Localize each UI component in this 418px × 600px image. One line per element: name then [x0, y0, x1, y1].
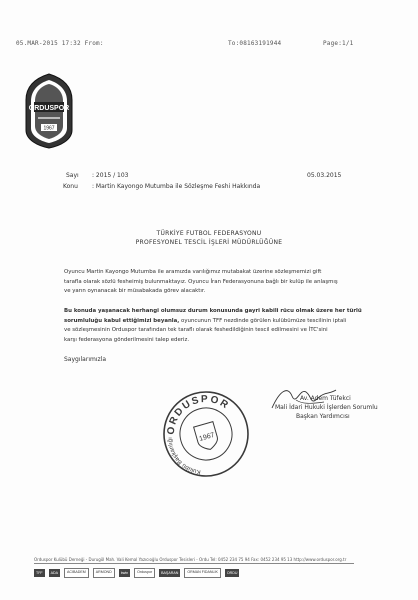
stamp-year: 1967	[198, 431, 216, 443]
signatory-title-2: Başkan Yardımcısı	[296, 413, 350, 420]
subject-label: Konu	[63, 183, 78, 190]
paragraph-1	[64, 268, 364, 297]
recipient-line-2: PROFESYONEL TESCİL İŞLERİ MÜDÜRLÜĞÜNE	[135, 239, 283, 246]
sponsor-logo: ADA	[50, 571, 58, 575]
reference-number-label: Sayı	[66, 172, 79, 179]
stamp-side-text: Kulübü Başkanlığı	[167, 437, 202, 475]
paragraph-1-line: ve yarın oynanacak bir müsabakada görev alacaktır.	[64, 288, 206, 295]
sponsor-logo: ACIBADEM	[64, 568, 89, 578]
signatory-name: Av. Adem Tüfekci	[300, 395, 351, 402]
paragraph-1-line: tarafla olarak sözlü fesheimiş bulunmaktayız. Oyuncu İran Federasyonuna bağlı bir kulüp ile anlaşmış	[64, 278, 338, 285]
paragraph-2-bold-line: sorumluluğu kabul ettiğimizi beyanla,	[64, 317, 180, 324]
paragraph-2-line: oyuncunun TFF nezdinde görülen kulübümüze tescilinin iptali	[179, 317, 347, 324]
reference-number-value: : 2015 / 103	[92, 172, 129, 179]
sponsor-logo: ARMOND	[93, 568, 115, 578]
fax-header-left: 05.MAR-2015 17:32 From:	[16, 40, 104, 47]
paragraph-2-bold-line: Bu konuda yaşanacak herhangi olumsuz durum konusunda gayri kabili rücu olmak üzere her türlü	[64, 308, 362, 314]
letter-date: 05.03.2015	[307, 172, 342, 179]
sponsor-logo: TFF	[36, 571, 43, 575]
club-stamp	[152, 380, 261, 489]
logo-year: 1967	[43, 125, 55, 132]
paragraph-1-line: Oyuncu Martin Kayongo Mutumba ile aramızda varılığımız mutabakat üzerine sözleşmemizi gift	[64, 269, 322, 275]
recipient-line-1: TÜRKİYE FUTBOL FEDERASYONU	[156, 230, 262, 237]
logo-text: ORDUSPOR	[28, 105, 70, 112]
fax-header-page: Page:1/1	[323, 40, 354, 47]
footer-address: Orduspor Kulübü Derneği - Durugöl Mah. Vali Kemal Yazıcıoğlu Orduspor Tesisleri - Ordu Tel: 0452 234 75 94 Fax: 0452 234 95 13 http://www.orduspor.org.tr	[34, 557, 347, 562]
paragraph-2	[64, 307, 364, 345]
fax-header-recipient: To:08163191944	[228, 40, 282, 47]
signatory-title-1: Mali İdari Hukuki İşlerden Sorumlu	[275, 404, 378, 411]
sponsor-logo: Orduspor	[134, 568, 155, 578]
sponsor-logo: ORMAN FIDANLIK	[184, 568, 221, 578]
subject-value: : Martin Kayongo Mutumba ile Sözleşme Feshi Hakkında	[92, 183, 261, 190]
sponsor-logo: ORDU	[226, 571, 238, 575]
closing-salutation: Saygılarımızla	[64, 356, 106, 363]
footer-divider	[34, 563, 354, 564]
paragraph-2-line: ve sözleşmesinin Orduspor tarafından tek taraflı olarak feshedildiğinin tescil edilmesini ve İTC'sini	[64, 327, 328, 334]
sponsor-logo: BAŞARAN	[161, 571, 179, 575]
sponsor-logo: bwin	[120, 571, 129, 575]
orduspor-logo	[24, 72, 74, 150]
sponsor-strip	[34, 567, 354, 579]
paragraph-2-line: karşı federasyona gönderilmesini talep ederiz.	[64, 336, 190, 343]
stamp-top-text: ORDUSPOR	[165, 393, 232, 436]
